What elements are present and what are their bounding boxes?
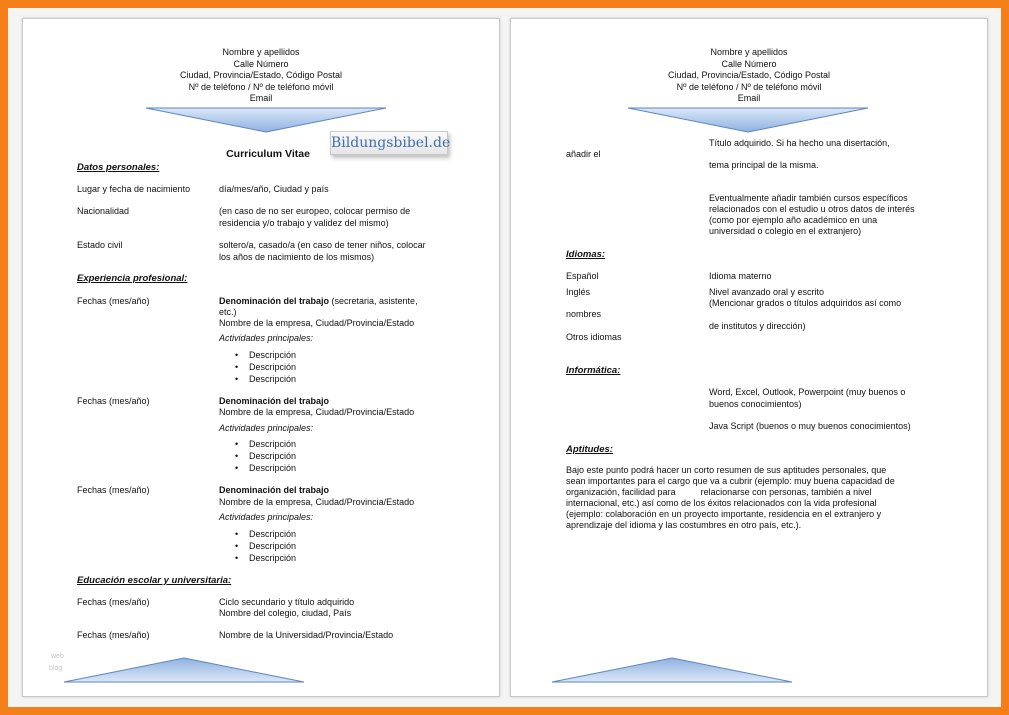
education-heading: Educación escolar y universitaria: [77,575,232,586]
job-1-title-line [219,296,418,308]
office-line-2: buenos conocimientos) [709,399,802,409]
job-1-desc-1: • Descripción [249,350,296,362]
names-label: nombres [566,309,602,319]
job-1-desc-2: • Descripción [249,362,296,374]
job-2-dates: Fechas (mes/año) [77,396,150,406]
job-2-desc-2: • Descripción [249,451,296,463]
address-street: Calle Número [721,58,777,69]
spanish-label: Español [566,271,599,281]
civil-label: Estado civil [77,240,123,250]
job-1-company: Nombre de la empresa, Ciudad/Provincia/Estado [219,318,415,328]
courses-line-1: Eventualmente añadir también cursos específicos [709,193,908,203]
skills-line-4: internacional, etc.) así como de los éxitos relacionados con la vida profesional [566,498,877,508]
english-value-1: Nivel avanzado oral y escrito [709,287,825,297]
document-frame [8,8,1001,707]
address-email: Email [737,93,761,103]
watermark-web: web [51,653,64,660]
job-2-activities: Actividades principales: [219,423,314,433]
university-dates: Fechas (mes/año) [77,630,150,640]
header-arrow-shape [145,107,387,133]
address-phone: Nº de teléfono / Nº de teléfono móvil [676,81,822,92]
other-languages-label: Otros idiomas [566,332,622,342]
job-2-desc-3: • Descripción [249,463,296,475]
english-label: Inglés [566,287,591,297]
university-line: Nombre de la Universidad/Provincia/Estado [219,630,394,640]
footer-arrow-shape [551,657,793,683]
job-2-company: Nombre de la empresa, Ciudad/Provincia/Estado [219,407,415,417]
job-2-desc-1: • Descripción [249,439,296,451]
courses-line-4: universidad o colegio en el extranjero) [709,226,862,236]
thesis-line-2: tema principal de la misma. [709,160,819,170]
languages-heading: Idiomas: [566,249,606,260]
school-line-2: Nombre del colegio, ciudad, País [219,608,352,618]
job-2-title: Denominación del trabajo [219,396,330,406]
birth-label: Lugar y fecha de nacimiento [77,184,191,194]
job-3-company: Nombre de la empresa, Ciudad/Provincia/Estado [219,497,415,507]
skills-line-1: Bajo este punto podrá hacer un corto resumen de sus aptitudes personales, que [566,465,887,475]
computing-heading: Informática: [566,365,621,376]
cv-page-right [510,18,988,697]
skills-heading: Aptitudes: [566,444,613,455]
courses-line-3: (como por ejemplo año académico en una [709,215,878,225]
job-3-desc-1: • Descripción [249,529,296,541]
job-3-dates: Fechas (mes/año) [77,485,150,495]
footer-arrow-shape [63,657,305,683]
courses-line-2: relacionados con el estudio u otros datos de interés [709,204,915,214]
job-3-desc-3: • Descripción [249,553,296,565]
job-3-title: Denominación del trabajo [219,485,330,495]
school-dates: Fechas (mes/año) [77,597,150,607]
skills-line-5: (ejemplo: colaboración en un proyecto importante, residencia en el extranjero y [566,509,882,519]
address-street: Calle Número [233,58,289,69]
address-email: Email [249,93,273,103]
address-city: Ciudad, Provincia/Estado, Código Postal [179,70,343,80]
address-phone: Nº de teléfono / Nº de teléfono móvil [188,81,334,92]
bildungsbibel-logo: Bildungsbibel.de [330,131,448,155]
nationality-value-2: residencia y/o trabajo y validez del mismo) [219,218,389,228]
nationality-label: Nacionalidad [77,206,130,216]
address-block [23,47,499,105]
job-1-title-extra-2: etc.) [219,307,237,317]
office-line-1: Word, Excel, Outlook, Powerpoint (muy buenos o [709,387,906,397]
skills-line-3: organización, facilidad para relacionarse con personas, también a nivel [566,487,872,497]
experience-heading: Experiencia profesional: [77,273,188,284]
nationality-value-1: (en caso de no ser europeo, colocar permiso de [219,206,411,216]
job-1-title-extra: (secretaria, asistente, [329,296,418,306]
header-arrow-shape [627,107,869,133]
skills-line-2: sean importantes para el cargo que va a cubrir (ejemplo: muy buena capacidad de [566,476,895,486]
job-3-desc-2: • Descripción [249,541,296,553]
job-1-activities: Actividades principales: [219,333,314,343]
civil-value-1: soltero/a, casado/a (en caso de tener niños, colocar [219,240,426,250]
address-name: Nombre y apellidos [710,47,788,57]
watermark-blog: blog [49,665,63,672]
address-block-right [511,47,987,105]
job-1-desc-3: • Descripción [249,374,296,386]
school-line-1: Ciclo secundario y título adquirido [219,597,355,607]
cv-title: Curriculum Vitae [226,148,310,160]
thesis-line-1: Título adquirido. Si ha hecho una disertación, [709,138,890,148]
job-1-title: Denominación del trabajo [219,296,330,306]
job-1-dates: Fechas (mes/año) [77,296,150,306]
birth-value: día/mes/año, Ciudad y país [219,184,329,194]
job-3-activities: Actividades principales: [219,512,314,522]
spanish-value: Idioma materno [709,271,772,281]
address-city: Ciudad, Provincia/Estado, Código Postal [667,70,831,80]
cv-page-left [22,18,500,697]
java-line: Java Script (buenos o muy buenos conocimientos) [709,421,911,431]
civil-value-2: los años de nacimiento de los mismos) [219,252,375,262]
address-name: Nombre y apellidos [222,47,300,57]
english-value-3: de institutos y dirección) [709,321,806,331]
personal-heading: Datos personales: [77,162,160,173]
skills-line-6: aprendizaje del idioma y las costumbres en otro país, etc.). [566,520,802,530]
english-value-2: (Mencionar grados o títulos adquiridos así como [709,298,902,308]
thesis-add: añadir el [566,149,601,159]
